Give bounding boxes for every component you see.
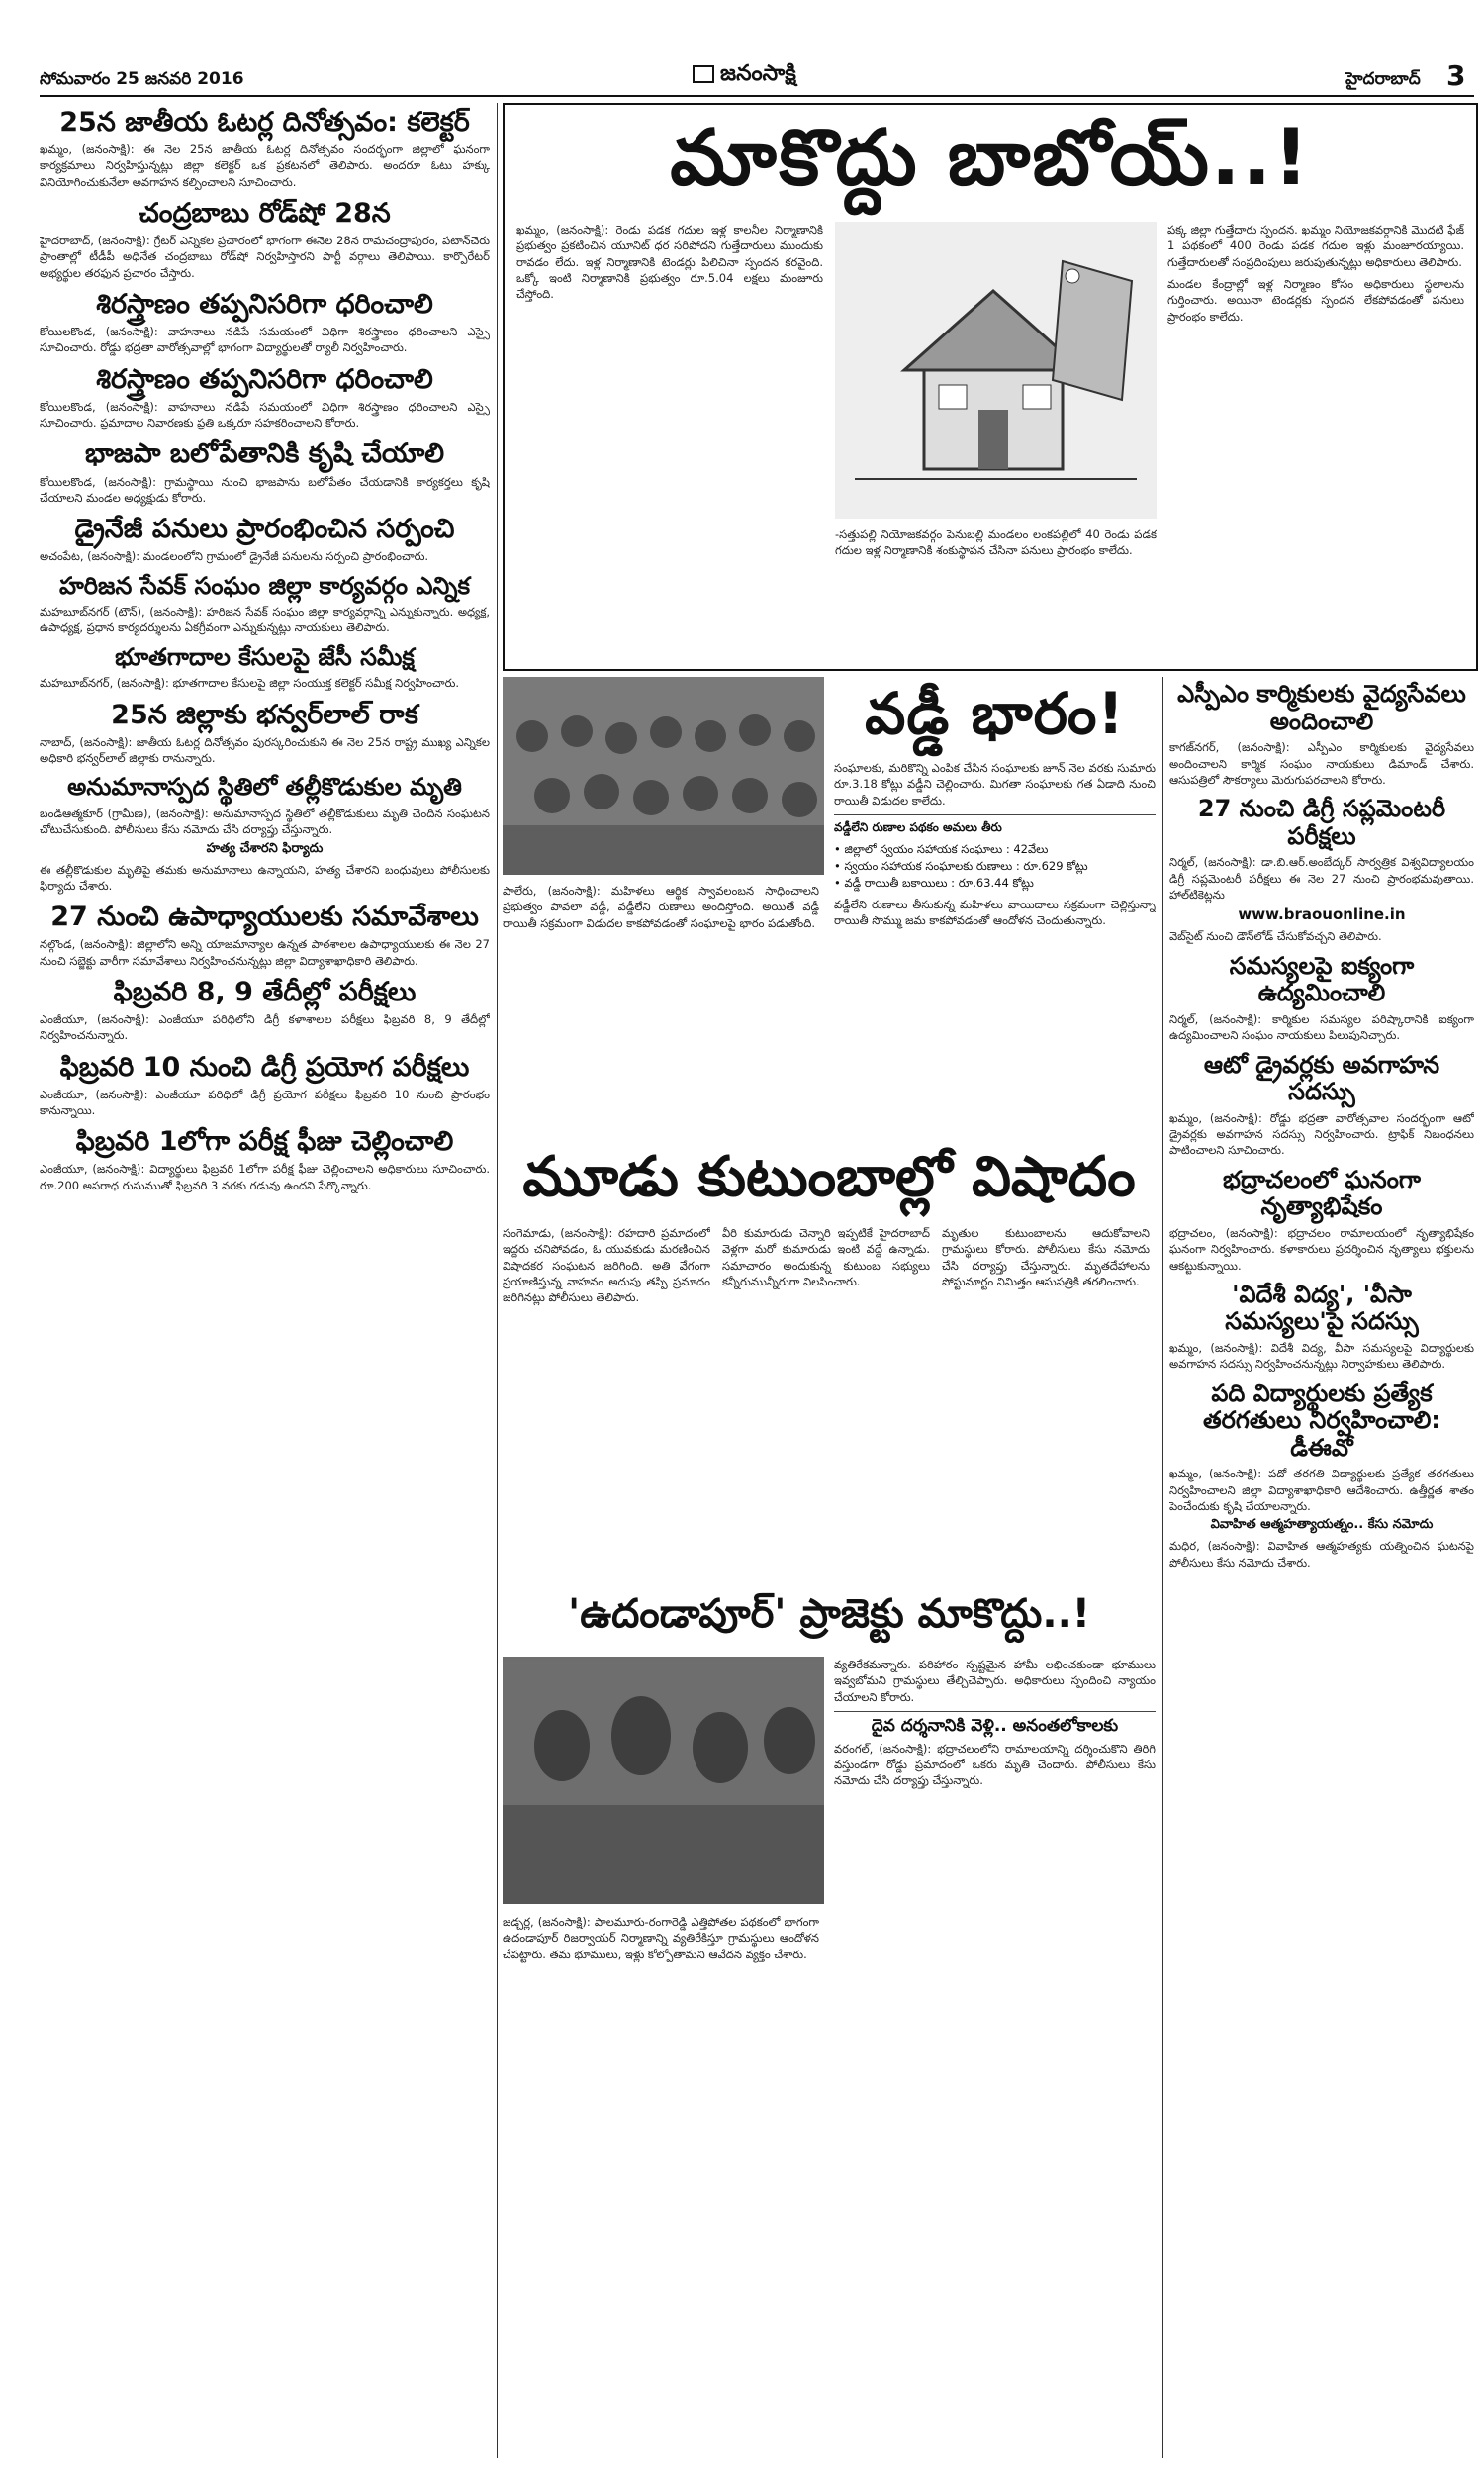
headline: పది విద్యార్థులకు ప్రత్యేక తరగతులు నిర్వహించాలి: డీఈవో xyxy=(1203,1379,1440,1462)
vaddi-col-b xyxy=(834,760,1156,1130)
story-body: కోయిలకొండ, (జనంసాక్షి): వాహనాలు నడిపే సమయంలో విధిగా శిరస్త్రాణం ధరించాలని ఎస్సై సూచించారు. రోడ్డు భద్రతా వారోత్సవాల్లో భాగంగా విద్యార్థులతో ర్యాలీ నిర్వహించారు. xyxy=(40,325,490,355)
fact-item: • వడ్డీ రాయితీ బకాయిలు : రూ.63.44 కోట్లు xyxy=(834,875,1156,892)
lead-headline: మాకొద్దు బాబోయ్..! xyxy=(670,114,1311,203)
edition-city: హైదరాబాద్ xyxy=(1345,69,1421,89)
story-unite-movement xyxy=(1169,953,1474,1044)
headline: ఫిబ్రవరి 1లోగా పరీక్ష ఫీజు చెల్లించాలి xyxy=(75,1126,454,1158)
masthead-rule xyxy=(40,95,1474,97)
story-body: ఎంజీయూ, (జనంసాక్షి): విద్యార్థులు ఫిబ్రవరి 1లోగా పరీక్ష ఫీజు చెల్లించాలని అధికారులు సూచించారు. రూ.200 అపరాధ రుసుముతో ఫిబ్రవరి 3 వరకు గడువు ఉందని పేర్కొన్నారు. xyxy=(40,1162,490,1192)
story-body: నిర్మల్, (జనంసాక్షి): కార్మికుల సమస్యల పరిష్కారానికి ఐక్యంగా ఉద్యమించాలని సంఘం నాయకులు పిలుపునిచ్చారు. xyxy=(1169,1011,1474,1043)
box-divider xyxy=(834,1711,1156,1712)
website-url: www.braouonline.in xyxy=(1238,905,1406,924)
masthead xyxy=(0,0,1484,92)
story-exam-fee xyxy=(40,1126,490,1193)
story-body: ఖమ్మం, (జనంసాక్షి): ఈ నెల 25న జాతీయ ఓటర్ల దినోత్సవం సందర్భంగా జిల్లాలో ఘనంగా కార్యక్రమాలు నిర్వహిస్తున్నట్లు జిల్లా కలెక్టర్ ఒక ప్రకటనలో తెలిపారు. అందరూ ఓటు హక్కు వినియోగించుకునేలా అవగాహన కల్పించాలని సూచించారు. xyxy=(40,143,490,189)
story-body: నల్గొండ, (జనంసాక్షి): జిల్లాలోని అన్ని యాజమాన్యాల ఉన్నత పాఠశాలల ఉపాధ్యాయులకు ఈ నెల 27 నుంచి సబ్జెక్టు వారీగా సమావేశాలు నిర్వహించనున్నట్లు జిల్లా విద్యాశాఖాధికారి తెలిపారు. xyxy=(40,937,490,968)
story-feb-exams xyxy=(40,977,490,1044)
fact-box-title: వడ్డీలేని రుణాల పథకం అమలు తీరు xyxy=(834,819,1002,834)
story-body: బండిఆత్మకూర్ (గ్రామీణ), (జనంసాక్షి): అనుమానాస్పద స్థితిలో తల్లీకొడుకులు మృతి చెందిన సంఘటన చోటుచేసుకుంది. పోలీసులు కేసు నమోదు చేసి దర్యాప్తు చేస్తున్నారు. xyxy=(40,807,490,837)
house-illustration xyxy=(835,222,1157,519)
story-body-2: మధిర, (జనంసాక్షి): వివాహిత ఆత్మహత్యకు యత్నించిన ఘటనపై పోలీసులు కేసు నమోదు చేశారు. xyxy=(1169,1539,1474,1570)
story-body-2: ఈ తల్లీకొడుకుల మృతిపై తమకు అనుమానాలు ఉన్నాయని, హత్య చేశారని బంధువులు పోలీసులకు ఫిర్యాదు చేశారు. xyxy=(40,862,490,893)
udandapur-col-b xyxy=(834,1657,1156,2448)
story-land-disputes xyxy=(40,644,490,692)
issue-date: సోమవారం 25 జనవరి 2016 xyxy=(40,69,244,89)
headline: 'విదేశీ విద్య', 'వీసా సమస్యలు'పై సదస్సు xyxy=(1225,1280,1419,1336)
udandapur-story xyxy=(503,1587,1156,2458)
headline: భాజపా బలోపేతానికి కృషి చేయాలి xyxy=(84,438,445,470)
story-body: వ్యతిరేకమన్నారు. పరిహారం స్పష్టమైన హామీ లభించకుండా భూములు ఇవ్వబోమని గ్రామస్థులు తేల్చిచెప్పారు. అధికారులు స్పందించి న్యాయం చేయాలని కోరారు. xyxy=(834,1658,1156,1704)
column-divider xyxy=(1162,677,1163,2458)
story-drainage xyxy=(40,514,490,564)
lead-story-box xyxy=(503,103,1478,671)
story-body-2: వరంగల్, (జనంసాక్షి): భద్రాచలంలోని రామాలయాన్ని దర్శించుకొని తిరిగి వస్తుండగా రోడ్డు ప్రమాదంలో ఒకరు మృతి చెందారు. పోలీసులు కేసు నమోదు చేసి దర్యాప్తు చేస్తున్నారు. xyxy=(834,1741,1156,1788)
moodu-story xyxy=(503,1142,1156,1577)
story-bhadrachalam-dance xyxy=(1169,1167,1474,1274)
box-divider xyxy=(834,814,1156,815)
story-helmet-2 xyxy=(40,364,490,431)
headline: 27 నుంచి డిగ్రీ సప్లమెంటరీ పరీక్షలు xyxy=(1197,795,1446,850)
vaddi-headline: వడ్డీ భారం! xyxy=(865,680,1125,747)
story-body-2: వెబ్‌సైట్ నుంచి డౌన్‌లోడ్ చేసుకోవచ్చని తెలిపారు. xyxy=(1169,929,1382,944)
sub-story-headline: దైవ దర్శనానికి వెళ్లి.. అనంతలోకాలకు xyxy=(871,1715,1119,1736)
udandapur-col-a xyxy=(503,1914,819,2448)
headline: భూతగాదాల కేసులపై జేసీ సమీక్ష xyxy=(115,642,415,671)
moodu-col-a xyxy=(503,1225,710,1571)
story-body: హైదరాబాద్, (జనంసాక్షి): గ్రేటర్ ఎన్నికల ప్రచారంలో భాగంగా ఈనెల 28న రామచంద్రాపురం, పటాన్‌చెరు ప్రాంతాల్లో టీడీపీ అధినేత చంద్రబాబు రోడ్‌షో నిర్వహిస్తారని పార్టీ వర్గాలు తెలిపాయి. కార్పొరేటర్ అభ్యర్థుల తరఫున ప్రచారం చేస్తారు. xyxy=(40,234,490,280)
story-bjp xyxy=(40,438,490,506)
headline: భద్రాచలంలో ఘనంగా నృత్యాభిషేకం xyxy=(1223,1165,1421,1221)
story-body: కోయిలకొండ, (జనంసాక్షి): గ్రామస్థాయి నుంచి భాజపాను బలోపేతం చేయడానికి కార్యకర్తలు కృషి చేయాలని మండల అధ్యక్షుడు కోరారు. xyxy=(40,474,490,505)
fact-item: • జిల్లాలో స్వయం సహాయక సంఘాలు : 42వేలు xyxy=(834,841,1156,858)
story-voters-day xyxy=(40,107,490,190)
moodu-headline: మూడు కుటుంబాల్లో విషాదం xyxy=(522,1145,1136,1209)
story-body: ఖమ్మం, (జనంసాక్షి): రోడ్డు భద్రతా వారోత్సవాల సందర్భంగా ఆటో డ్రైవర్లకు అవగాహన సదస్సు నిర్వహించారు. ట్రాఫిక్ నిబంధనలు పాటించాలని సూచించారు. xyxy=(1169,1110,1474,1158)
page-number: 3 xyxy=(1446,59,1466,92)
story-body: మహబూబ్‌నగర్, (జనంసాక్షి): భూతగాదాల కేసులపై జిల్లా సంయుక్త కలెక్టర్ సమీక్ష నిర్వహించారు. xyxy=(40,676,460,691)
lead-col-a xyxy=(516,222,823,657)
headline: డ్రైనేజీ పనులు ప్రారంభించిన సర్పంచి xyxy=(74,514,455,545)
story-body: మహబూబ్‌నగర్ (టౌన్), (జనంసాక్షి): హరిజన సేవక్ సంఘం జిల్లా కార్యవర్గాన్ని ఎన్నుకున్నారు. అధ్యక్ష, ఉపాధ్యక్ష, ప్రధాన కార్యదర్శులను ఏకగ్రీవంగా ఎన్నుకున్నట్లు నాయకులు తెలిపారు. xyxy=(40,605,490,635)
headline: 27 నుంచి ఉపాధ్యాయులకు సమావేశాలు xyxy=(50,902,479,933)
vaddi-story xyxy=(503,677,1156,1132)
headline: అనుమానాస్పద స్థితిలో తల్లీకొడుకుల మృతి xyxy=(67,773,462,802)
story-body: సంగెమాడు, (జనంసాక్షి): రహదారి ప్రమాదంలో ఇద్దరు చనిపోవడం, ఓ యువకుడు మరణించిన విషాదకర సంఘటన జరిగింది. అతి వేగంగా ప్రయాణిస్తున్న వాహనం అదుపు తప్పి ప్రమాదం జరిగినట్లు పోలీసులు తెలిపారు. xyxy=(503,1226,710,1305)
story-body: ఖమ్మం, (జనంసాక్షి): విదేశీ విద్య, వీసా సమస్యలపై విద్యార్థులకు అవగాహన సదస్సు నిర్వహించనున్నట్లు నిర్వాహకులు తెలిపారు. xyxy=(1169,1341,1474,1372)
logo-text: జనంసాక్షి xyxy=(720,61,796,86)
story-helmet-1 xyxy=(40,289,490,356)
fact-box-list xyxy=(834,841,1156,893)
headline: ఫిబ్రవరి 10 నుంచి డిగ్రీ ప్రయోగ పరీక్షలు xyxy=(59,1051,470,1083)
story-body: మృతుల కుటుంబాలను ఆదుకోవాలని గ్రామస్థులు కోరారు. పోలీసులు కేసు నమోదు చేసి దర్యాప్తు చేస్తున్నారు. మృతదేహాలను పోస్టుమార్టం నిమిత్తం ఆసుపత్రికి తరలించారు. xyxy=(942,1226,1150,1288)
moodu-col-b xyxy=(722,1225,930,1571)
story-bhanwarlal xyxy=(40,700,490,767)
column-divider xyxy=(497,103,498,2458)
story-body: వీరి కుమారుడు చెన్నారి ఇప్పటికే హైదరాబాద్ వెళ్లగా మరో కుమారుడు ఇంటి వద్దే ఉన్నాడు. సమాచారం అందుకున్న కుటుంబ సభ్యులు కన్నీరుమున్నీరుగా విలపించారు. xyxy=(722,1226,930,1288)
story-suspicious-death xyxy=(40,774,490,894)
story-body: నాబాద్, (జనంసాక్షి): జాతీయ ఓటర్ల దినోత్సవం పురస్కరించుకుని ఈ నెల 25న రాష్ట్ర ముఖ్య ఎన్నికల అధికారి భన్వర్‌లాల్ జిల్లాకు రానున్నారు. xyxy=(40,734,490,766)
story-body: భద్రాచలం, (జనంసాక్షి): భద్రాచలం రామాలయంలో నృత్యాభిషేకం ఘనంగా నిర్వహించారు. కళాకారులు ప్రదర్శించిన నృత్యాలు భక్తులను ఆకట్టుకున్నాయి. xyxy=(1169,1225,1474,1273)
protest-photo xyxy=(503,1657,824,1904)
story-body: పక్క జిల్లా గుత్తేదారు స్పందన. ఖమ్మం నియోజకవర్గానికి మొదటి ఫేజ్ 1 పథకంలో 400 రెండు పడక గదుల ఇళ్లు మంజూరయ్యాయి. గుత్తేదారులతో సంప్రదింపులు జరుపుతున్నట్లు అధికారులు తెలిపారు. xyxy=(1167,223,1464,269)
story-body: ఎంజీయూ, (జనంసాక్షి): ఎంజీయూ పరిధిలోని డిగ్రీ కళాశాలల పరీక్షలు ఫిబ్రవరి 8, 9 తేదీల్లో నిర్వహించనున్నారు. xyxy=(40,1012,490,1043)
logo-icon xyxy=(693,65,714,83)
story-body: కాగజ్‌నగర్, (జనంసాక్షి): ఎస్పీఎం కార్మికులకు వైద్యసేవలు అందించాలని కార్మిక సంఘం నాయకులు డిమాండ్ చేశారు. ఆసుపత్రిలో సౌకర్యాలు మెరుగుపరచాలని కోరారు. xyxy=(1169,740,1474,787)
story-teacher-meetings xyxy=(40,902,490,969)
story-body: ఖమ్మం, (జనంసాక్షి): రెండు పడక గదుల ఇళ్ల కాలనీల నిర్మాణానికి ప్రభుత్వం ప్రకటించిన యూనిట్ ధర సరిపోదని గుత్తేదారులు ముందుకు రావడం లేదు. ఇళ్ల నిర్మాణానికి టెండర్లు పిలిచినా స్పందన కరవైంది. ఒక్కో ఇంటి నిర్మాణానికి ప్రభుత్వం రూ.5.04 లక్షలు మంజూరు చేస్తోంది. xyxy=(516,223,823,302)
headline: 25న జిల్లాకు భన్వర్‌లాల్ రాక xyxy=(111,699,418,730)
headline: సమస్యలపై ఐక్యంగా ఉద్యమించాలి xyxy=(1229,951,1415,1007)
left-column xyxy=(40,103,490,2458)
story-body: అచంపేట, (జనంసాక్షి): మండలంలోని గ్రామంలో డ్రైనేజీ పనులను సర్పంచి ప్రారంభించారు. xyxy=(40,549,429,564)
udandapur-headline: 'ఉదండాపూర్' ప్రాజెక్టు మాకొద్దు..! xyxy=(567,1591,1091,1637)
subheading: హత్య చేశారని ఫిర్యాదు xyxy=(206,840,324,856)
headline: 25న జాతీయ ఓటర్ల దినోత్సవం: కలెక్టర్ xyxy=(59,107,470,138)
story-body: జడ్చర్ల, (జనంసాక్షి): పాలమూరు-రంగారెడ్డి ఎత్తిపోతల పథకంలో భాగంగా ఉదండాపూర్ రిజర్వాయర్ నిర్మాణాన్ని వ్యతిరేకిస్తూ గ్రామస్థులు ఆందోళన చేపట్టారు. తమ భూములు, ఇళ్లు కోల్పోతామని ఆవేదన వ్యక్తం చేశారు. xyxy=(503,1915,819,1961)
story-body: ఎంజీయూ, (జనంసాక్షి): ఎంజీయూ పరిధిలో డిగ్రీ ప్రయోగ పరీక్షలు ఫిబ్రవరి 10 నుంచి ప్రారంభం కానున్నాయి. xyxy=(40,1087,490,1118)
story-degree-supplementary xyxy=(1169,796,1474,945)
vaddi-col-a xyxy=(503,883,819,1130)
moodu-col-c xyxy=(942,1225,1150,1571)
story-body: ఖమ్మం, (జనంసాక్షి): పదో తరగతి విద్యార్థులకు ప్రత్యేక తరగతులు నిర్వహించాలని జిల్లా విద్యాశాఖాధికారి ఆదేశించారు. ఉత్తీర్ణత శాతం పెంచేందుకు కృషి చేయాలన్నారు. xyxy=(1169,1467,1474,1514)
fact-item: • స్వయం సహాయక సంఘాలకు రుణాలు : రూ.629 కోట్లు xyxy=(834,858,1156,875)
story-chandrababu-roadshow xyxy=(40,198,490,281)
headline: ఆటో డ్రైవర్లకు అవగాహన సదస్సు xyxy=(1203,1050,1440,1106)
story-auto-drivers xyxy=(1169,1052,1474,1159)
headline: హరిజన సేవక్ సంఘం జిల్లా కార్యవర్గం ఎన్నిక xyxy=(58,571,470,600)
headline: ఫిబ్రవరి 8, 9 తేదీల్లో పరీక్షలు xyxy=(113,977,417,1008)
story-body: సంఘాలకు, మరికొన్ని ఎంపిక చేసిన సంఘాలకు జూన్ నెల వరకు సుమారు రూ.3.18 కోట్లు వడ్డీని చెల్లించారు. మిగతా సంఘాలకు గత ఏడాది నుంచి రాయితీ విడుదల కాలేదు. xyxy=(834,761,1156,808)
photo-caption: -సత్తుపల్లి నియోజకవర్గం పెనుబల్లి మండలం లంకపల్లిలో 40 రెండు పడక గదుల ఇళ్ల నిర్మాణానికి శంకుస్థాపన చేసినా పనులు ప్రారంభం కాలేదు. xyxy=(835,527,1157,558)
story-practical-exams xyxy=(40,1052,490,1119)
headline: శిరస్త్రాణం తప్పనిసరిగా ధరించాలి xyxy=(96,289,433,321)
story-body: నిర్మల్, (జనంసాక్షి): డా.బి.ఆర్.అంబేద్కర్ సార్వత్రిక విశ్వవిద్యాలయం డిగ్రీ సప్లమెంటరీ పరీక్షలు ఈ నెల 27 నుంచి ప్రారంభమవుతాయి. హాల్‌టికెట్లను xyxy=(1169,855,1474,903)
headline: శిరస్త్రాణం తప్పనిసరిగా ధరించాలి xyxy=(96,363,433,395)
story-foreign-education xyxy=(1169,1282,1474,1373)
headline: ఎస్పీఎం కార్మికులకు వైద్యసేవలు అందించాలి xyxy=(1177,680,1466,735)
house-icon xyxy=(835,222,1157,519)
subheading: వివాహిత ఆత్మహత్యాయత్నం.. కేసు నమోదు xyxy=(1210,1517,1434,1533)
newspaper-logo xyxy=(693,61,796,91)
story-spm-workers xyxy=(1169,681,1474,788)
story-body-2: వడ్డీలేని రుణాలు తీసుకున్న మహిళలు వాయిదాలు సక్రమంగా చెల్లిస్తున్నా రాయితీ సొమ్ము జమ కాకపోవడంతో ఆందోళన చెందుతున్నారు. xyxy=(834,897,1156,928)
story-body: కోయిలకొండ, (జనంసాక్షి): వాహనాలు నడిపే సమయంలో విధిగా శిరస్త్రాణం ధరించాలని ఎస్సై సూచించారు. ప్రమాదాల నివారణకు ప్రతి ఒక్కరూ సహకరించాలని కోరారు. xyxy=(40,399,490,430)
story-body-2: మండల కేంద్రాల్లో ఇళ్ల నిర్మాణం కోసం అధికారులు స్థలాలను గుర్తించారు. అయినా టెండర్లకు స్పందన లేకపోవడంతో పనులు ప్రారంభం కాలేదు. xyxy=(1167,276,1464,324)
headline: చంద్రబాబు రోడ్‌షో 28న xyxy=(139,198,391,230)
lead-col-c xyxy=(1167,222,1464,657)
right-column xyxy=(1169,677,1474,2458)
women-group-photo xyxy=(503,677,824,875)
lead-caption xyxy=(835,526,1157,655)
story-harijan-sevak xyxy=(40,573,490,636)
story-special-classes xyxy=(1169,1380,1474,1570)
story-body: పాలేరు, (జనంసాక్షి): మహిళలు ఆర్థిక స్వావలంబన సాధించాలని ప్రభుత్వం పావలా వడ్డీ, వడ్డీలేని రుణాలు అందిస్తోంది. అయితే వడ్డీ రాయితీ సక్రమంగా విడుదల కాకపోవడంతో సంఘాలపై భారం పడుతోంది. xyxy=(503,884,819,930)
